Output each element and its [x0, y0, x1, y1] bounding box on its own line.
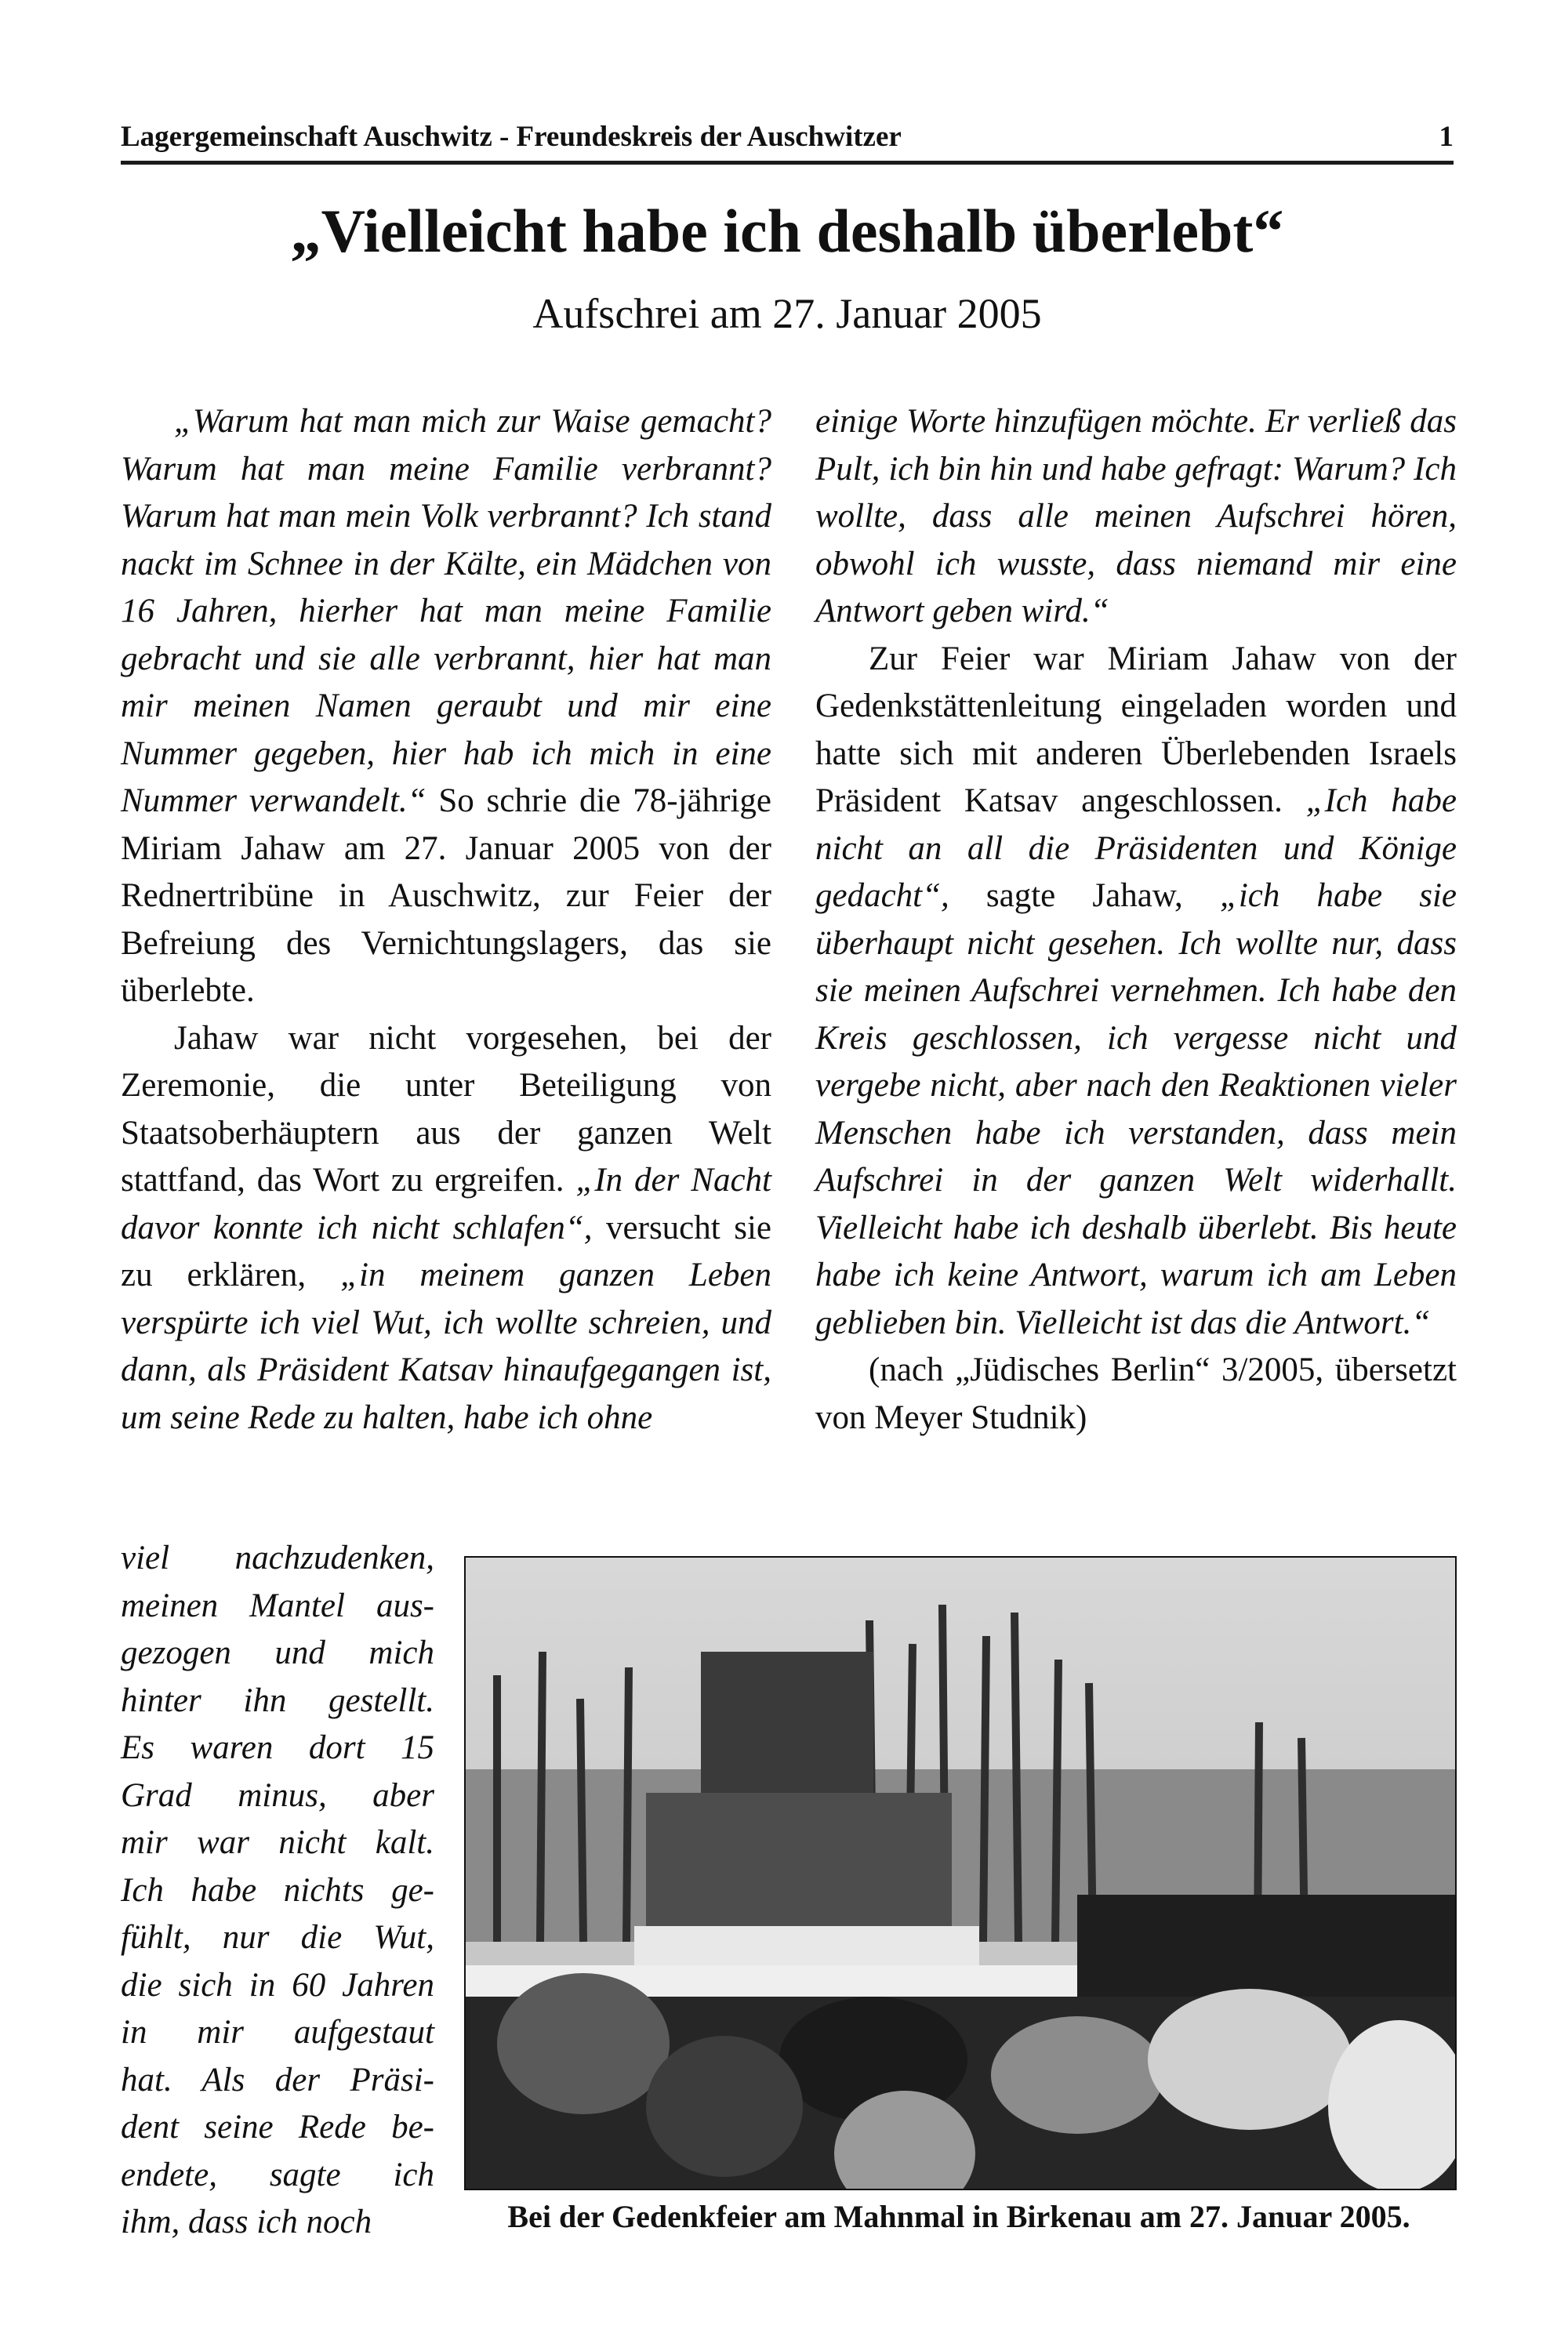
text: versucht sie zu erklären, — [121, 1209, 771, 1293]
quote: „ich habe sie überhaupt nicht gesehen. Ich wollte nur, dass sie meinen Aufschrei vernehmen. Ich habe den Kreis geschlossen, ich vergesse nicht und vergebe nicht, aber nach den Reaktionen vieler Menschen habe ich verstanden, dass mein Aufschrei in der ganzen Welt widerhallt. Vielleicht habe ich deshalb überlebt. Bis heute habe ich keine Antwort, warum ich am Leben geblieben bin. Vielleicht ist das die Antwort.“ — [815, 877, 1457, 1341]
source-note: (nach „Jüdisches Berlin“ 3/2005, übersetzt von Meyer Studnik) — [815, 1351, 1457, 1436]
header-rule — [121, 161, 1454, 165]
text-line: die sich in 60 Jahren — [121, 1966, 434, 2004]
text-line: ihm, dass ich noch — [121, 2204, 372, 2240]
quote: „Warum hat man mich zur Waise gemacht? Warum hat man meine Familie verbrannt? Warum hat man mein Volk verbrannt? Ich stand nackt im Schnee in der Kälte, ein Mädchen von 16 Jahren, hierher hat man meine Familie gebracht und sie alle verbrannt, hier hat man mir meinen Namen geraubt und mir eine Nummer gegeben, hier hab ich mich in eine Nummer verwandelt.“ — [121, 403, 771, 819]
text: Zur Feier war Miriam Jahaw von der Gedenkstättenleitung eingeladen worden und hatte sich mit anderen Überlebenden Israels Präsident Katsav angeschlossen. — [815, 640, 1457, 819]
quote: einige Worte hinzufügen möchte. Er verließ das Pult, ich bin hin und habe gefragt: Warum? Ich wollte, dass alle meinen Aufschrei hören, obwohl ich wusste, dass niemand mir eine Antwort geben wird.“ — [815, 403, 1457, 629]
paragraph — [815, 398, 1457, 636]
text-line: hat. Als der Präsi- — [121, 2061, 434, 2099]
memorial-photo — [464, 1556, 1457, 2190]
text-line: hinter ihn gestellt. — [121, 1682, 434, 1719]
article-title: „Vielleicht habe ich deshalb überlebt“ — [290, 197, 1284, 265]
text: Jahaw war nicht vorgesehen, bei der Zeremonie, die unter Beteiligung von Staatsoberhäuptern aus der ganzen Welt stattfand, das Wort zu ergreifen. — [121, 1019, 771, 1199]
text-line: viel nachzudenken, — [121, 1540, 434, 1576]
text-line: Grad minus, aber — [121, 1776, 434, 1814]
paragraph — [121, 398, 771, 1015]
text-line: fühlt, nur die Wut, — [121, 1919, 434, 1956]
text-line: Ich habe nichts ge- — [121, 1871, 434, 1909]
column-left — [121, 398, 771, 1442]
page-header — [121, 118, 1454, 157]
article-subtitle: Aufschrei am 27. Januar 2005 — [532, 290, 1042, 337]
paragraph — [815, 636, 1457, 1348]
quote: „In der Nacht davor konnte ich nicht schlafen“, — [121, 1162, 771, 1246]
text-line: mir war nicht kalt. — [121, 1824, 434, 1861]
text: sagte Jahaw, — [949, 877, 1220, 914]
page-number: 1 — [1439, 121, 1454, 153]
text-line: dent seine Rede be- — [121, 2109, 434, 2146]
column-left-narrow — [121, 1535, 434, 2247]
quote: „in meinem ganzen Leben verspürte ich viel Wut, ich wollte schreien, und dann, als Präsident Katsav hinaufgegangen ist, um seine Rede zu halten, habe ich ohne — [121, 1257, 771, 1436]
text-line: meinen Mantel aus- — [121, 1587, 434, 1624]
column-right — [815, 398, 1457, 1442]
text-line: in mir aufgestaut — [121, 2014, 434, 2051]
text: So schrie die 78-jährige Miriam Jahaw am 27. Januar 2005 von der Rednertribüne in Auschwitz, zur Feier der Befreiung des Vernichtungslagers, das sie überlebte. — [121, 782, 771, 1009]
publication-name: Lagergemeinschaft Auschwitz - Freundeskreis der Auschwitzer — [121, 121, 902, 153]
quote: „Ich habe nicht an all die Präsidenten und Könige gedacht“, — [815, 782, 1457, 914]
photo-illustration — [466, 1558, 1455, 2189]
text-line: gezogen und mich — [121, 1634, 434, 1671]
photo-caption: Bei der Gedenkfeier am Mahnmal in Birkenau am 27. Januar 2005. — [507, 2199, 1410, 2234]
text-line: Es waren dort 15 — [121, 1729, 434, 1766]
paragraph — [121, 1015, 771, 1442]
text-line: endete, sagte ich — [121, 2156, 434, 2193]
